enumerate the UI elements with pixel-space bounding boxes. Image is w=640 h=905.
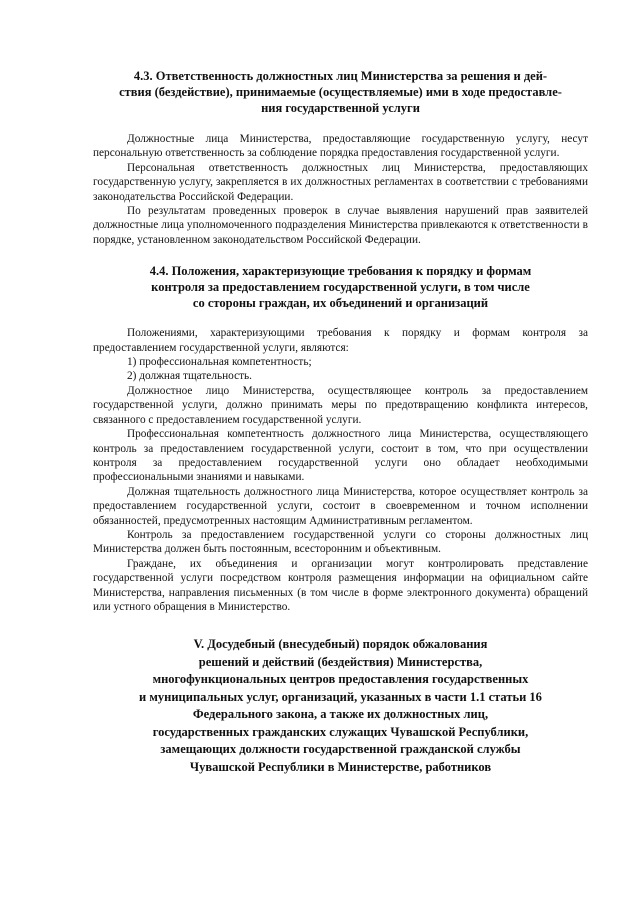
heading-line: 4.3. Ответственность должностных лиц Министерства за решения и дей- [133,69,548,83]
section-4-4-heading [93,263,588,311]
paragraph: Должностное лицо Министерства, осуществляющее контроль за предоставлением государственной услуги, должно принимать меры по предотвращению конфликта интересов, связанного с предоставлением государственной услуги. [93,384,588,426]
paragraph: Граждане, их объединения и организации могут контролировать представление государственной услуги посредством контроля размещения информации на официальном сайте Министерства, направления письменных (в том числе в форме электронного документа) обращений или устного обращения в Министерство. [93,557,588,613]
section-4-3-heading [93,68,588,116]
heading-line: ствия (бездействие), принимаемые (осуществляемые) ими в ходе предоставле- [119,85,562,99]
heading-line: решений и действий (бездействия) Министерства, [198,654,483,669]
paragraph: Контроль за предоставлением государственной услуги со стороны должностных лиц Министерства должен быть постоянным, всесторонним и объективным. [93,528,588,556]
section-4-4 [93,263,588,614]
section-5 [93,636,588,776]
heading-line: V. Досудебный (внесудебный) порядок обжалования [193,637,488,652]
heading-line: ния государственной услуги [261,101,420,115]
list-item: 2) должная тщательность. [127,370,253,383]
heading-line: 4.4. Положения, характеризующие требования к порядку и формам [149,264,532,279]
heading-line: замещающих должности государственной гражданской службы [160,742,521,757]
heading-line: Чувашской Республики в Министерстве, работников [189,759,492,774]
list-item: 1) профессиональная компетентность; [127,356,312,369]
heading-line: государственных гражданских служащих Чувашской Республики, [152,724,529,739]
paragraph: По результатам проведенных проверок в случае выявления нарушений прав заявителей должностные лица уполномоченного подразделения Министерства привлекаются к ответственности в порядке, установленном законодательством Российской Федерации. [93,205,588,246]
heading-line: многофункциональных центров предоставления государственных [152,672,529,687]
heading-line: со стороны граждан, их объединений и организаций [192,296,489,311]
section-5-heading [93,636,588,776]
heading-line: и муниципальных услуг, организаций, указанных в части 1.1 статьи 16 [139,689,542,704]
paragraph: Персональная ответственность должностных лиц Министерства, предоставляющих государственную услугу, закрепляется в их должностных регламентах в соответствии с требованиями законодательства Российской Федерации. [93,161,588,203]
paragraph: Должностные лица Министерства, предоставляющие государственную услугу, несут персональную ответственность за соблюдение порядка предоставления государственной услуги. [93,133,588,160]
heading-line: контроля за предоставлением государственной услуги, в том числе [151,280,530,295]
section-4-3 [93,68,588,247]
paragraph: Должная тщательность должностного лица Министерства, которое осуществляет контроль за предоставлением государственной услуги, состоит в своевременном и точном исполнении обязанностей, предусмотренных настоящим Административным регламентом. [93,485,588,527]
paragraph: Профессиональная компетентность должностного лица Министерства, осуществляющего контроль за предоставлением государственной услуги, состоит в том, что при осуществлении контроля за предоставлением государственной услуги оно обладает необходимыми профессиональными знаниями и навыками. [93,428,588,484]
paragraph: Положениями, характеризующими требования к порядку и формам контроля за предоставлением государственной услуги, являются: [93,327,588,354]
heading-line: Федерального закона, а также их должностных лиц, [192,707,489,722]
